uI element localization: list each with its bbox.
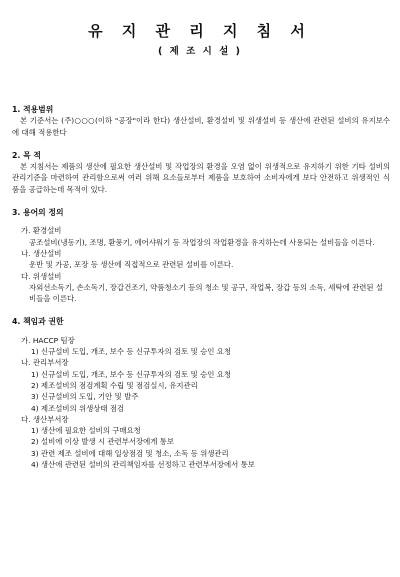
document-subtitle: ( 제 조 시 설 ) <box>158 46 242 57</box>
section-heading-purpose: 2. 목 적 <box>12 150 41 160</box>
role-title-production-head: 다. 생산부서장 <box>21 414 69 424</box>
role-title-haccp-leader: 가. HACCP 팀장 <box>21 335 75 345</box>
section-text-scope: 본 기준서는 (주)○○○(이하 "공장"이라 한다) 생산설비, 환경설비 및 위생설비 등 생산에 관련된 설비의 유지보수에 대해 적용한다 <box>12 116 390 137</box>
list-item: 3) 관련 제조 설비에 대해 일상점검 및 청소, 소독 등 위생관리 <box>31 448 229 458</box>
list-item: 1) 신규설비 도입, 개조, 보수 등 신규투자의 검토 및 승인 요청 <box>31 347 231 357</box>
list-item: 4) 제조설비의 위생상태 점검 <box>31 403 125 413</box>
document-body <box>12 104 390 470</box>
section-heading-scope: 1. 적용범위 <box>12 105 54 114</box>
list-item: 1) 신규설비 도입, 개조, 보수 등 신규투자의 검토 및 승인 요청 <box>31 369 231 379</box>
section-heading-definitions: 3. 용어의 정의 <box>12 208 64 218</box>
role-title-management-head: 나. 관리부서장 <box>21 358 69 368</box>
definition-text-environment: 공조설비(냉동기), 조명, 환풍기, 에어샤워기 등 작업장의 작업환경을 유지하는데 사용되는 설비들을 이른다. <box>29 237 375 247</box>
definition-title-production: 나. 생산설비 <box>21 248 62 258</box>
definition-title-hygiene: 다. 위생설비 <box>21 271 62 281</box>
section-heading-responsibilities: 4. 책임과 권한 <box>12 317 64 327</box>
list-item: 4) 생산에 관련된 설비의 관리책임자를 선정하고 관련부서장에서 통보 <box>31 460 255 470</box>
list-item: 2) 설비에 이상 발생 시 관련부서장에게 통보 <box>31 437 175 447</box>
list-item: 3) 신규설비의 도입, 기안 및 발주 <box>31 392 139 402</box>
list-item: 1) 생산에 필요한 설비의 구매요청 <box>31 426 141 436</box>
document-title: 유 지 관 리 지 침 서 <box>88 22 312 40</box>
definition-title-environment: 가. 환경설비 <box>21 226 62 236</box>
section-text-purpose: 본 지침서는 제품의 생산에 필요한 생산설비 및 작업장의 환경을 오염 없이 위생적으로 유지하기 위한 기타 설비의 관리기준을 마련하여 관리함으로써 여러 위해 요소들로부터 제품을 보호하여 소비자에게 보다 안전하고 위생적인 식품을 공급하는데 목적이 있다. <box>12 162 390 194</box>
definition-text-production: 운반 및 가공, 포장 등 생산에 직접적으로 관련된 설비를 이른다. <box>29 260 234 270</box>
definition-text-hygiene: 자외선소독기, 손소독기, 장갑건조기, 약품청소기 등의 청소 및 공구, 작업복, 장갑 등의 소독, 세탁에 관련된 설비들을 이른다. <box>29 282 383 304</box>
list-item: 2) 제조설비의 점검계획 수립 및 점검실시, 유지관리 <box>31 380 198 390</box>
